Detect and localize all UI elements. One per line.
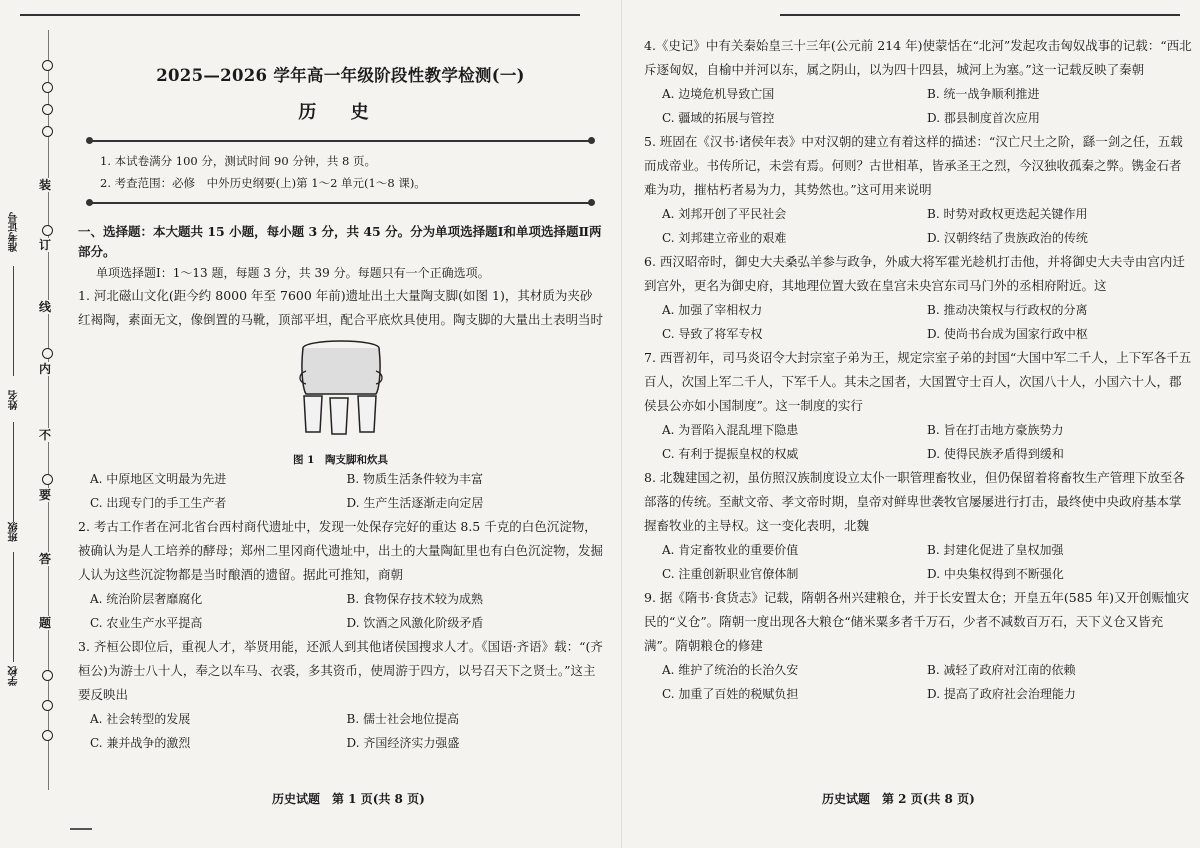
binding-hole xyxy=(42,126,53,137)
binding-hole xyxy=(42,104,53,115)
option-b[interactable]: B. 食物保存技术较为成熟 xyxy=(346,592,483,606)
option-c[interactable]: C. 刘邦建立帝业的艰难 xyxy=(662,231,787,245)
option-b[interactable]: B. 推动决策权与行政权的分离 xyxy=(927,303,1088,317)
footer-rule xyxy=(70,828,92,830)
subject-title: 历 史 xyxy=(298,102,383,123)
question-3 xyxy=(78,635,603,707)
question-stem: 4.《史记》中有关秦始皇三十三年(公元前 214 年)使蒙恬在“北河”发起攻击匈奴战事的记载：“西北斥逐匈奴，自榆中并河以东，属之阴山，以为四十四县，城河上为塞。”这一记载反映了秦朝 xyxy=(644,38,1192,77)
question-stem: 6. 西汉昭帝时，御史大夫桑弘羊参与政争，外戚大将军霍光趁机打击他，并将御史大夫寺由宫内迁到宫外，更名为御史府，其地理位置大致在皇宫未央宫东司马门外的丞相府附近。这 xyxy=(644,254,1185,293)
question-2-options xyxy=(78,587,603,635)
binding-char: 答 xyxy=(39,552,52,566)
question-8 xyxy=(644,466,1192,538)
question-3-options xyxy=(78,707,603,755)
notes-divider-bottom xyxy=(88,202,593,204)
binding-char: 订 xyxy=(39,238,52,252)
option-d[interactable]: D. 齐国经济实力强盛 xyxy=(346,736,460,750)
option-c[interactable]: C. 出现专门的手工生产者 xyxy=(90,496,227,510)
field-line xyxy=(13,266,14,376)
binding-hole xyxy=(42,225,53,236)
option-a[interactable]: A. 统治阶层奢靡腐化 xyxy=(90,592,203,606)
binding-hole xyxy=(42,348,53,359)
option-c[interactable]: C. 兼并战争的激烈 xyxy=(90,736,191,750)
question-stem: 2. 考古工作者在河北省台西村商代遗址中，发现一处保存完好的重达 8.5 千克的白色沉淀物，被确认为是人工培养的酵母；郑州二里冈商代遗址中，出土的大量陶缸里也有白色沉淀物，发掘人认为这些沉淀物都是当时酿酒的遗留。据此可推知，商朝 xyxy=(78,519,604,582)
question-1 xyxy=(78,284,603,332)
exam-title: 2025—2026 学年高一年级阶段性教学检测(一) xyxy=(156,66,525,85)
binding-hole xyxy=(42,474,53,485)
question-4-options xyxy=(644,82,1192,130)
option-a[interactable]: A. 中原地区文明最为先进 xyxy=(90,472,227,486)
note-item: 1. 本试卷满分 100 分，测试时间 90 分钟，共 8 页。 xyxy=(100,154,376,168)
question-9-options xyxy=(644,658,1192,706)
question-5 xyxy=(644,130,1192,202)
question-2 xyxy=(78,515,603,587)
binding-char: 装 xyxy=(39,178,52,192)
option-b[interactable]: B. 旨在打击地方豪族势力 xyxy=(927,423,1064,437)
field-label-class: 班级 xyxy=(9,522,20,542)
option-a[interactable]: A. 肯定畜牧业的重要价值 xyxy=(662,543,799,557)
question-8-options xyxy=(644,538,1192,586)
option-c[interactable]: C. 导致了将军专权 xyxy=(662,327,763,341)
option-d[interactable]: D. 使得民族矛盾得到缓和 xyxy=(927,447,1064,461)
option-b[interactable]: B. 儒士社会地位提高 xyxy=(346,712,459,726)
option-d[interactable]: D. 使尚书台成为国家行政中枢 xyxy=(927,327,1088,341)
option-a[interactable]: A. 维护了统治的长治久安 xyxy=(662,663,799,677)
option-a[interactable]: A. 刘邦开创了平民社会 xyxy=(662,207,787,221)
binding-hole xyxy=(42,60,53,71)
option-d[interactable]: D. 提高了政府社会治理能力 xyxy=(927,687,1076,701)
binding-char: 要 xyxy=(39,488,52,502)
option-c[interactable]: C. 有利于提振皇权的权威 xyxy=(662,447,799,461)
option-a[interactable]: A. 边境危机导致亡国 xyxy=(662,87,775,101)
top-rule xyxy=(20,14,580,16)
option-b[interactable]: B. 时势对政权更迭起关键作用 xyxy=(927,207,1088,221)
question-stem: 7. 西晋初年，司马炎诏令大封宗室子弟为王，规定宗室子弟的封国“大国中军二千人，上下军各千五百人，次国上军二千人，下军千人。其未之国者，大国置守士百人，次国八十人，小国六十人，郡侯县公亦如小国制度”。这一制度的实行 xyxy=(644,350,1192,413)
question-5-options xyxy=(644,202,1192,250)
question-4 xyxy=(644,34,1192,82)
field-line xyxy=(13,552,14,662)
question-stem: 1. 河北磁山文化(距今约 8000 年至 7600 年前)遗址出土大量陶支脚(如图 1)，其材质为夹砂红褐陶，素面无文，像倒置的马靴，顶部平坦，配合平底炊具使用。陶支脚的大量出土表明当时 xyxy=(78,288,604,327)
option-c[interactable]: C. 农业生产水平提高 xyxy=(90,616,203,630)
question-stem: 9. 据《隋书·食货志》记载，隋朝各州兴建粮仓，并于长安置太仓；开皇五年(585 年)又开创赈恤灾民的“义仓”。隋朝一度出现各大粮仓“储米粟多者千万石，少者不减数百万石，天下义仓又皆充满”。隋朝粮仓的修建 xyxy=(644,590,1189,653)
question-7 xyxy=(644,346,1192,418)
binding-char: 内 xyxy=(39,362,52,376)
field-label-name: 姓名 xyxy=(9,390,20,410)
page-1 xyxy=(78,52,603,755)
field-line xyxy=(13,422,14,522)
top-rule-right xyxy=(780,14,1180,16)
sub-section-heading: 单项选择题Ⅰ：1～13 题，每题 3 分，共 39 分。每题只有一个正确选项。 xyxy=(96,266,490,280)
question-6-options xyxy=(644,298,1192,346)
binding-char: 不 xyxy=(39,428,52,442)
option-c[interactable]: C. 疆域的拓展与管控 xyxy=(662,111,775,125)
section-heading: 一、选择题：本大题共 15 小题，每小题 3 分，共 45 分。分为单项选择题Ⅰ和单项选择题Ⅱ两部分。 xyxy=(78,224,602,259)
option-b[interactable]: B. 封建化促进了皇权加强 xyxy=(927,543,1064,557)
binding-char: 线 xyxy=(39,300,52,314)
question-7-options xyxy=(644,418,1192,466)
option-c[interactable]: C. 注重创新职业官僚体制 xyxy=(662,567,799,581)
page-1-footer: 历史试题 第 1 页(共 8 页) xyxy=(272,792,425,806)
figure-1 xyxy=(78,336,603,467)
question-stem: 5. 班固在《汉书·诸侯年表》中对汉朝的建立有着这样的描述：“汉亡尺土之阶，繇一剑之任，五载而成帝业。书传所记，未尝有焉。何则？古世相革，皆承圣王之烈，今汉独收孤秦之弊。镌金石者难为功，摧枯朽者易为力，其势然也。”这可用来说明 xyxy=(644,134,1183,197)
question-9 xyxy=(644,586,1192,658)
note-item: 2. 考查范围：必修 中外历史纲要(上)第 1～2 单元(1～8 课)。 xyxy=(100,176,426,190)
binding-hole xyxy=(42,82,53,93)
option-d[interactable]: D. 汉朝终结了贵族政治的传统 xyxy=(927,231,1088,245)
page-crease xyxy=(621,0,622,848)
exam-notes xyxy=(100,150,603,194)
question-1-options xyxy=(78,467,603,515)
option-d[interactable]: D. 生产生活逐渐走向定居 xyxy=(346,496,484,510)
option-d[interactable]: D. 饮酒之风激化阶级矛盾 xyxy=(346,616,484,630)
question-stem: 8. 北魏建国之初，虽仿照汉族制度设立太仆一职管理畜牧业，但仍保留着将畜牧生产管理下放至各部落的传统。至献文帝、孝文帝时期，皇帝对鲜卑世袭牧官屡屡进行打击，最终使中央政府基本掌握畜牧业的主导权。这一变化表明，北魏 xyxy=(644,470,1185,533)
page-2 xyxy=(644,34,1192,706)
option-b[interactable]: B. 统一战争顺利推进 xyxy=(927,87,1040,101)
notes-divider-top xyxy=(88,140,593,142)
option-a[interactable]: A. 为晋陷入混乱埋下隐患 xyxy=(662,423,799,437)
pottery-stand-illustration xyxy=(286,336,396,446)
field-label-school: 学校 xyxy=(9,666,20,686)
option-b[interactable]: B. 减轻了政府对江南的依赖 xyxy=(927,663,1076,677)
field-label-ticket: 准考证号 xyxy=(9,212,20,252)
option-a[interactable]: A. 加强了宰相权力 xyxy=(662,303,763,317)
binding-char: 题 xyxy=(39,616,52,630)
option-a[interactable]: A. 社会转型的发展 xyxy=(90,712,191,726)
question-stem: 3. 齐桓公即位后，重视人才，举贤用能，还派人到其他诸侯国搜求人才。《国语·齐语》载：“(齐桓公)为游士八十人，奉之以车马、衣裘，多其资币，使周游于四方，以号召天下之贤士。”这主要反映出 xyxy=(78,639,603,702)
option-b[interactable]: B. 物质生活条件较为丰富 xyxy=(346,472,483,486)
option-c[interactable]: C. 加重了百姓的税赋负担 xyxy=(662,687,799,701)
page-2-footer: 历史试题 第 2 页(共 8 页) xyxy=(822,792,975,806)
binding-hole xyxy=(42,670,53,681)
option-d[interactable]: D. 郡县制度首次应用 xyxy=(927,111,1040,125)
binding-margin xyxy=(0,30,75,800)
option-d[interactable]: D. 中央集权得到不断强化 xyxy=(927,567,1064,581)
question-6 xyxy=(644,250,1192,298)
figure-caption: 图 1 陶支脚和炊具 xyxy=(293,454,388,466)
binding-hole xyxy=(42,730,53,741)
binding-hole xyxy=(42,700,53,711)
